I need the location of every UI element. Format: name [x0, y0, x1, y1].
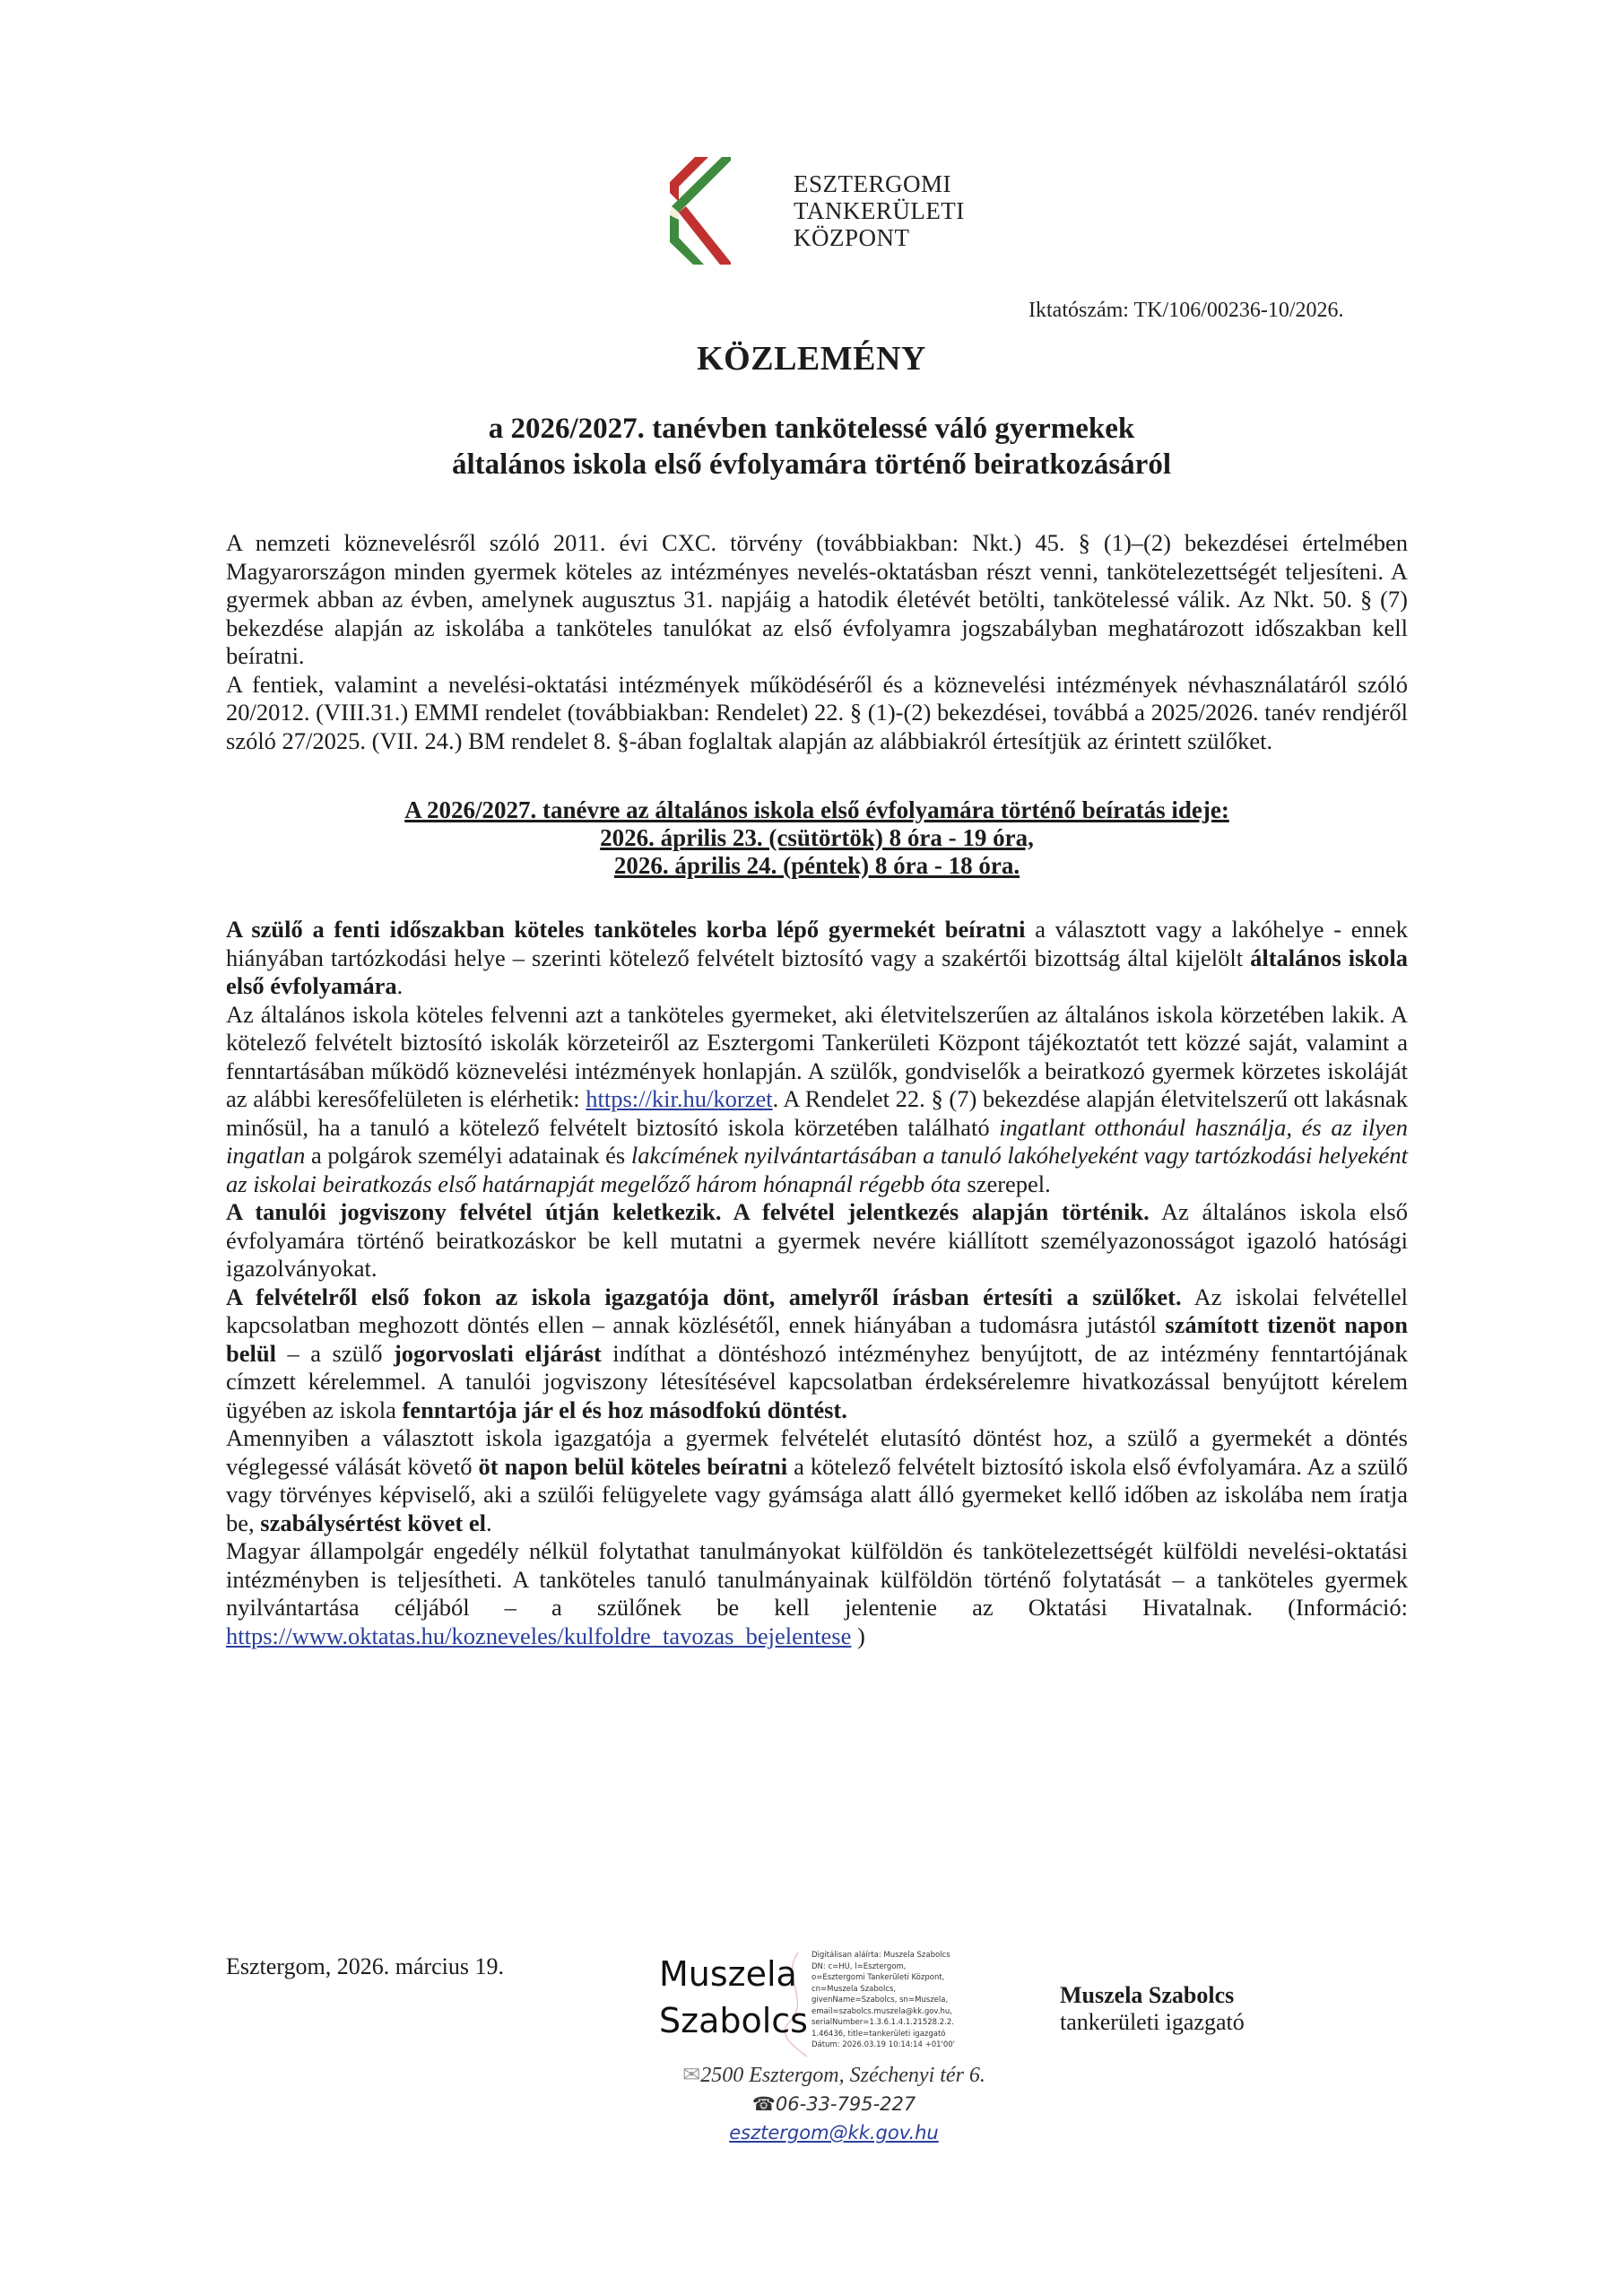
bold-text: A tanulói jogviszony felvétel útján keletkezik. A felvétel jelentkezés alapján történik.	[226, 1198, 1150, 1225]
paragraph-district	[226, 1001, 1408, 1199]
bold-text: általános iskola első évfolyamára	[226, 944, 1408, 999]
oktatas-info-link[interactable]: https://www.oktatas.hu/kozneveles/kulfoldre_tavozas_bejelentese	[226, 1622, 852, 1649]
document-body	[226, 529, 1408, 1650]
text: a kötelező felvételt biztosító iskola első évfolyamára. Az a szülő vagy törvényes képviselő, aki a szülői felügyelete vagy gyámsága alatt álló gyermeket kellő időben az iskolába nem íratja be,	[226, 1452, 1408, 1536]
envelope-icon: ✉	[682, 2064, 701, 2087]
text: . A Rendelet 22. § (7) bekezdése alapján életvitelszerű ott lakásnak minősül, ha a tanuló a kötelező felvételt biztosító iskola körzetében található	[226, 1085, 1408, 1141]
signature-detail-line: DN: c=HU, l=Esztergom,	[812, 1961, 907, 1971]
logo-text	[794, 170, 965, 251]
enrollment-heading: A 2026/2027. tanévre az általános iskola első évfolyamára történő beíratás ideje:	[404, 796, 1229, 823]
bold-text: számított tizenöt napon belül	[226, 1311, 1408, 1367]
paragraph-legal-relationship	[226, 1198, 1408, 1283]
text: Amennyiben a választott iskola igazgatója a gyermek felvételét elutasító döntést hoz, a szülő a gyermekét a döntés véglegessé válását követő	[226, 1424, 1408, 1480]
signature-detail-line: 1.46436, title=tankerületi igazgató	[812, 2029, 946, 2039]
phone-text: 06-33-795-227	[775, 2093, 916, 2115]
text: szerepel.	[960, 1170, 1051, 1197]
address-line	[628, 2061, 1040, 2090]
paragraph-appeal	[226, 1283, 1408, 1425]
intro-paragraph: A nemzeti köznevelésről szóló 2011. évi CXC. törvény (továbbiakban: Nkt.) 45. § (1)–(2) bekezdései értelmében Magyarországon minden gyermek köteles az intézményes nevelés-oktatásban részt venni, tankötelezettségét teljesíteni. A gyermek abban az évben, amelynek augusztus 31. napjáig a hatodik életévét betölti, tankötelessé válik. Az Nkt. 50. § (7) bekezdése alapján az iskolába a tanköteles tanulókat az első évfolyamra jogszabályban meghatározott időszakban kell beíratni.	[226, 529, 1408, 669]
text: – a szülő	[275, 1339, 394, 1367]
text: Az általános iskola köteles felvenni azt a tanköteles gyermeket, aki életvitelszerűen az általános iskola körzetében lakik. A kötelező felvételt biztosító iskolák körzeteiről az Esztergomi Tankerületi Központ tájékoztatót tett közzé saját, valamint a fenntartásában működő köznevelési intézmények honlapján. A szülők, gondviselők a beiratkozó gyermek körzetes iskoláját az alábbi keresőfelületen is elérhetik:	[226, 1000, 1408, 1112]
document-subtitle	[0, 411, 1623, 483]
logo-line: TANKERÜLETI	[794, 197, 965, 224]
signer-name: Muszela Szabolcs	[1060, 1982, 1235, 2008]
text: indíthat a döntéshozó intézményhez benyújtott, de az intézmény fenntartójának címzett kérelemmel. A tanulói jogviszony létesítésével kapcsolatban érdeksérelemre hivatkozással benyújtott kérelem ügyében az iskola	[226, 1339, 1408, 1423]
telephone-icon: ☎	[751, 2093, 776, 2115]
signature-detail-line: o=Esztergomi Tankerületi Központ,	[812, 1973, 945, 1982]
signature-detail-line: serialNumber=1.3.6.1.4.1.21528.2.2.	[812, 2018, 954, 2027]
digital-signature-name	[659, 1951, 808, 2044]
bold-text: öt napon belül köteles beíratni	[478, 1452, 788, 1480]
subtitle-line: a 2026/2027. tanévben tankötelessé váló gyermekek	[488, 413, 1135, 445]
signature-detail-line: email=szabolcs.muszela@kk.gov.hu,	[812, 2006, 952, 2016]
text: Az iskolai felvétellel kapcsolatban meghozott döntés ellen – annak közlésétől, ennek hiányában a tudomásra jutástól	[226, 1283, 1408, 1338]
italic-text: lakcímének nyilvántartásában a tanuló lakóhelyeként vagy tartózkodási helyeként az iskolai beiratkozás első határnapját megelőző három hónapnál régebb óta	[226, 1142, 1408, 1197]
text: .	[485, 1509, 492, 1536]
text: a polgárok személyi adatainak és	[305, 1142, 631, 1169]
signature-detail-line: cn=Muszela Szabolcs,	[812, 1984, 897, 1994]
digital-signature-details	[812, 1950, 955, 2051]
text: Az általános iskola első évfolyamára történő beiratkozáskor be kell mutatni a gyermek nevére kiállított személyazonosságot igazoló hatósági igazolványokat.	[226, 1198, 1408, 1282]
phone-line	[628, 2090, 1040, 2118]
organization-logo	[659, 152, 982, 269]
reference-number: Iktatószám: TK/106/00236-10/2026.	[1028, 299, 1344, 322]
text: )	[851, 1622, 865, 1649]
italic-text: ingatlant otthonául használja, és az ilyen ingatlan	[226, 1113, 1409, 1169]
signature-detail-line: givenName=Szabolcs, sn=Muszela,	[812, 1996, 949, 2005]
signer-title: tankerületi igazgató	[1060, 2009, 1245, 2035]
subtitle-line: általános iskola első évfolyamára történő beiratkozásáról	[452, 448, 1171, 481]
enrollment-day-2: 2026. április 24. (péntek) 8 óra - 18 óra.	[613, 852, 1020, 879]
contact-block	[628, 2061, 1040, 2147]
enrollment-dates	[226, 796, 1408, 880]
logo-line: KÖZPONT	[794, 224, 910, 251]
signer-block	[1060, 1982, 1245, 2036]
bold-text: jogorvoslati eljárást	[393, 1339, 602, 1367]
bold-text: szabálysértést követ el	[260, 1509, 486, 1536]
bold-text: A szülő a fenti időszakban köteles tanköteles korba lépő gyermekét beíratni	[226, 916, 1026, 943]
enrollment-day-1: 2026. április 23. (csütörtök) 8 óra - 19 óra,	[600, 824, 1034, 851]
k-ribbon-logo-icon	[659, 152, 731, 269]
paragraph-abroad	[226, 1537, 1408, 1650]
text: .	[396, 972, 404, 999]
bold-text: fenntartója jár el és hoz másodfokú döntést.	[402, 1396, 847, 1423]
paragraph-rejection	[226, 1424, 1408, 1537]
kir-korzet-link[interactable]: https://kir.hu/korzet	[586, 1085, 773, 1112]
signature-first-name: Muszela	[659, 1954, 797, 1994]
logo-line: ESZTERGOMI	[794, 170, 951, 197]
signature-last-name: Szabolcs	[659, 2001, 808, 2040]
text: Magyar állampolgár engedély nélkül folytathat tanulmányokat külföldön és tankötelezettségét külföldi nevelési-oktatási intézményben is teljesítheti. A tanköteles tanuló tanulmányainak külföldön történő folytatását – a tanköteles gyermek nyilvántartása céljából – a szülőnek be kell jelentenie az Oktatási Hivatalnak. (Információ:	[226, 1537, 1408, 1621]
address-text: 2500 Esztergom, Széchenyi tér 6.	[700, 2064, 985, 2087]
bold-text: A felvételről első fokon az iskola igazgatója dönt, amelyről írásban értesíti a szülőket.	[226, 1283, 1182, 1310]
signature-detail-line: Dátum: 2026.03.19 10:14:14 +01'00'	[812, 2040, 955, 2049]
signature-detail-line: Digitálisan aláírta: Muszela Szabolcs	[812, 1951, 950, 1960]
place-and-date: Esztergom, 2026. március 19.	[226, 1953, 505, 1979]
intro-paragraph: A fentiek, valamint a nevelési-oktatási intézmények működéséről és a köznevelési intézmények névhasználatáról szóló 20/2012. (VIII.31.) EMMI rendelet (továbbiakban: Rendelet) 22. § (1)-(2) bekezdései, továbbá a 2025/2026. tanév rendjéről szóló 27/2025. (VII. 24.) BM rendelet 8. §-ában foglaltak alapján az alábbiakról értesítjük az érintett szülőket.	[226, 670, 1408, 754]
text: a választott vagy a lakóhelye - ennek hiányában tartózkodási helye – szerinti kötelező felvételt biztosító vagy a szakértői bizottság által kijelölt	[226, 916, 1408, 971]
document-title: KÖZLEMÉNY	[697, 340, 926, 378]
email-link[interactable]: esztergom@kk.gov.hu	[729, 2122, 939, 2144]
paragraph-parent-obligation	[226, 916, 1408, 1001]
